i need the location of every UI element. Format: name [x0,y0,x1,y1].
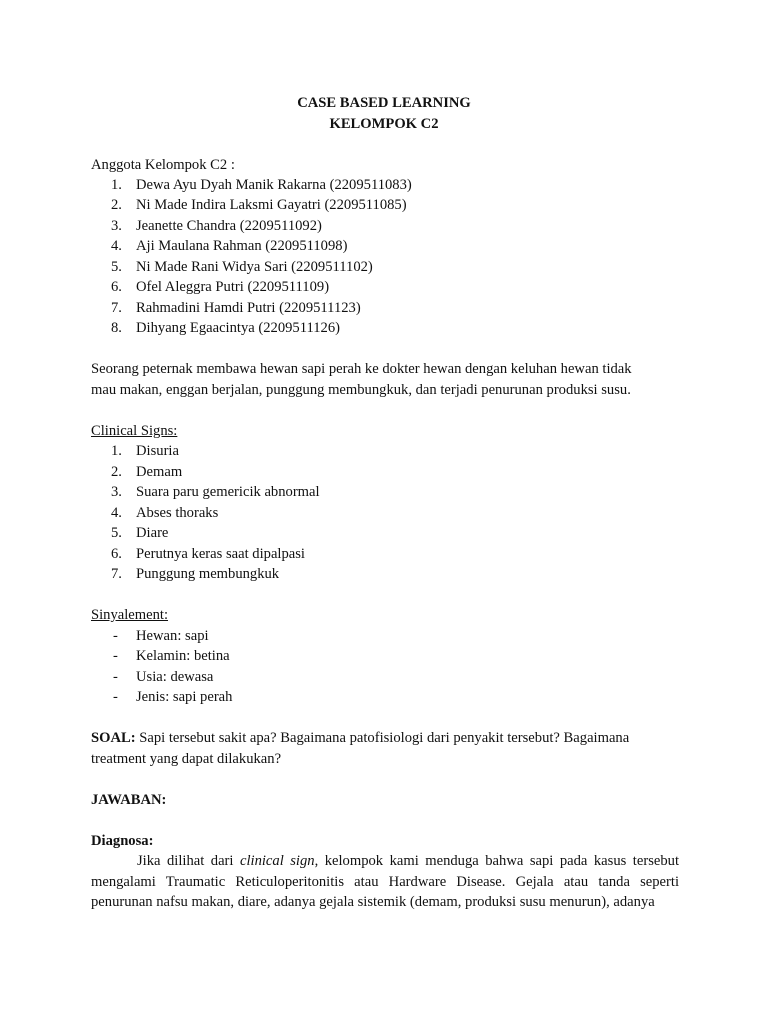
list-number: 6. [111,546,122,562]
diagnosa-italic-term: clinical sign [239,853,315,869]
member-name: Dewa Ayu Dyah Manik Rakarna (2209511083) [136,177,412,193]
list-number: 8. [111,320,122,336]
list-bullet: - [113,628,118,644]
clinical-signs-heading: Clinical Signs: [91,423,178,439]
jawaban-heading: JAWABAN: [91,792,167,808]
list-bullet: - [113,648,118,664]
sinyalement-item: Usia: dewasa [136,669,214,685]
list-bullet: - [113,689,118,705]
list-number: 4. [111,505,122,521]
diagnosa-text-rest: , kelompok kami menduga bahwa sapi pada kasus tersebut mengalami Traumatic Reticuloperitonitis atau Hardware Disease. Gejala atau tanda seperti penurunan nafsu makan, diare, adanya gejala sistemik (demam, produksi susu menurun), adanya [91,853,679,911]
member-name: Ni Made Indira Laksmi Gayatri (2209511085) [136,197,407,213]
list-number: 1. [111,177,122,193]
list-number: 5. [111,525,122,541]
sinyalement-item: Hewan: sapi [136,628,209,644]
list-number: 2. [111,464,122,480]
case-description-line-1: Seorang peternak membawa hewan sapi perah ke dokter hewan dengan keluhan hewan tidak [91,361,632,377]
clinical-sign: Perutnya keras saat dipalpasi [136,546,305,562]
list-bullet: - [113,669,118,685]
member-name: Jeanette Chandra (2209511092) [136,218,322,234]
clinical-sign: Punggung membungkuk [136,566,280,582]
soal-question-line-1 [91,728,629,748]
diagnosa-heading: Diagnosa: [91,833,154,849]
member-name: Ni Made Rani Widya Sari (2209511102) [136,259,373,275]
list-number: 3. [111,484,122,500]
member-name: Aji Maulana Rahman (2209511098) [136,238,348,254]
list-number: 5. [111,259,122,275]
clinical-sign: Diare [136,525,169,541]
list-number: 1. [111,443,122,459]
list-number: 7. [111,566,122,582]
sinyalement-heading: Sinyalement: [91,607,169,623]
member-name: Ofel Aleggra Putri (2209511109) [136,279,330,295]
soal-label: SOAL: [91,730,136,746]
diagnosa-text-start: Jika dilihat dari [137,853,240,869]
soal-text: Sapi tersebut sakit apa? Bagaimana patofisiologi dari penyakit tersebut? Bagaimana [135,730,630,746]
member-name: Rahmadini Hamdi Putri (2209511123) [136,300,361,316]
member-name: Dihyang Egaacintya (2209511126) [136,320,340,336]
diagnosa-paragraph [91,851,679,913]
list-number: 3. [111,218,122,234]
soal-question-line-2: treatment yang dapat dilakukan? [91,751,282,767]
list-number: 4. [111,238,122,254]
list-number: 2. [111,197,122,213]
clinical-sign: Disuria [136,443,179,459]
sinyalement-item: Jenis: sapi perah [136,689,233,705]
list-number: 6. [111,279,122,295]
document-title: CASE BASED LEARNING [297,95,471,111]
list-number: 7. [111,300,122,316]
case-description-line-2: mau makan, enggan berjalan, punggung membungkuk, dan terjadi penurunan produksi susu. [91,382,631,398]
clinical-sign: Demam [136,464,183,480]
clinical-sign: Suara paru gemericik abnormal [136,484,320,500]
group-title: KELOMPOK C2 [329,116,439,132]
sinyalement-item: Kelamin: betina [136,648,230,664]
clinical-sign: Abses thoraks [136,505,219,521]
members-heading: Anggota Kelompok C2 : [91,157,235,173]
